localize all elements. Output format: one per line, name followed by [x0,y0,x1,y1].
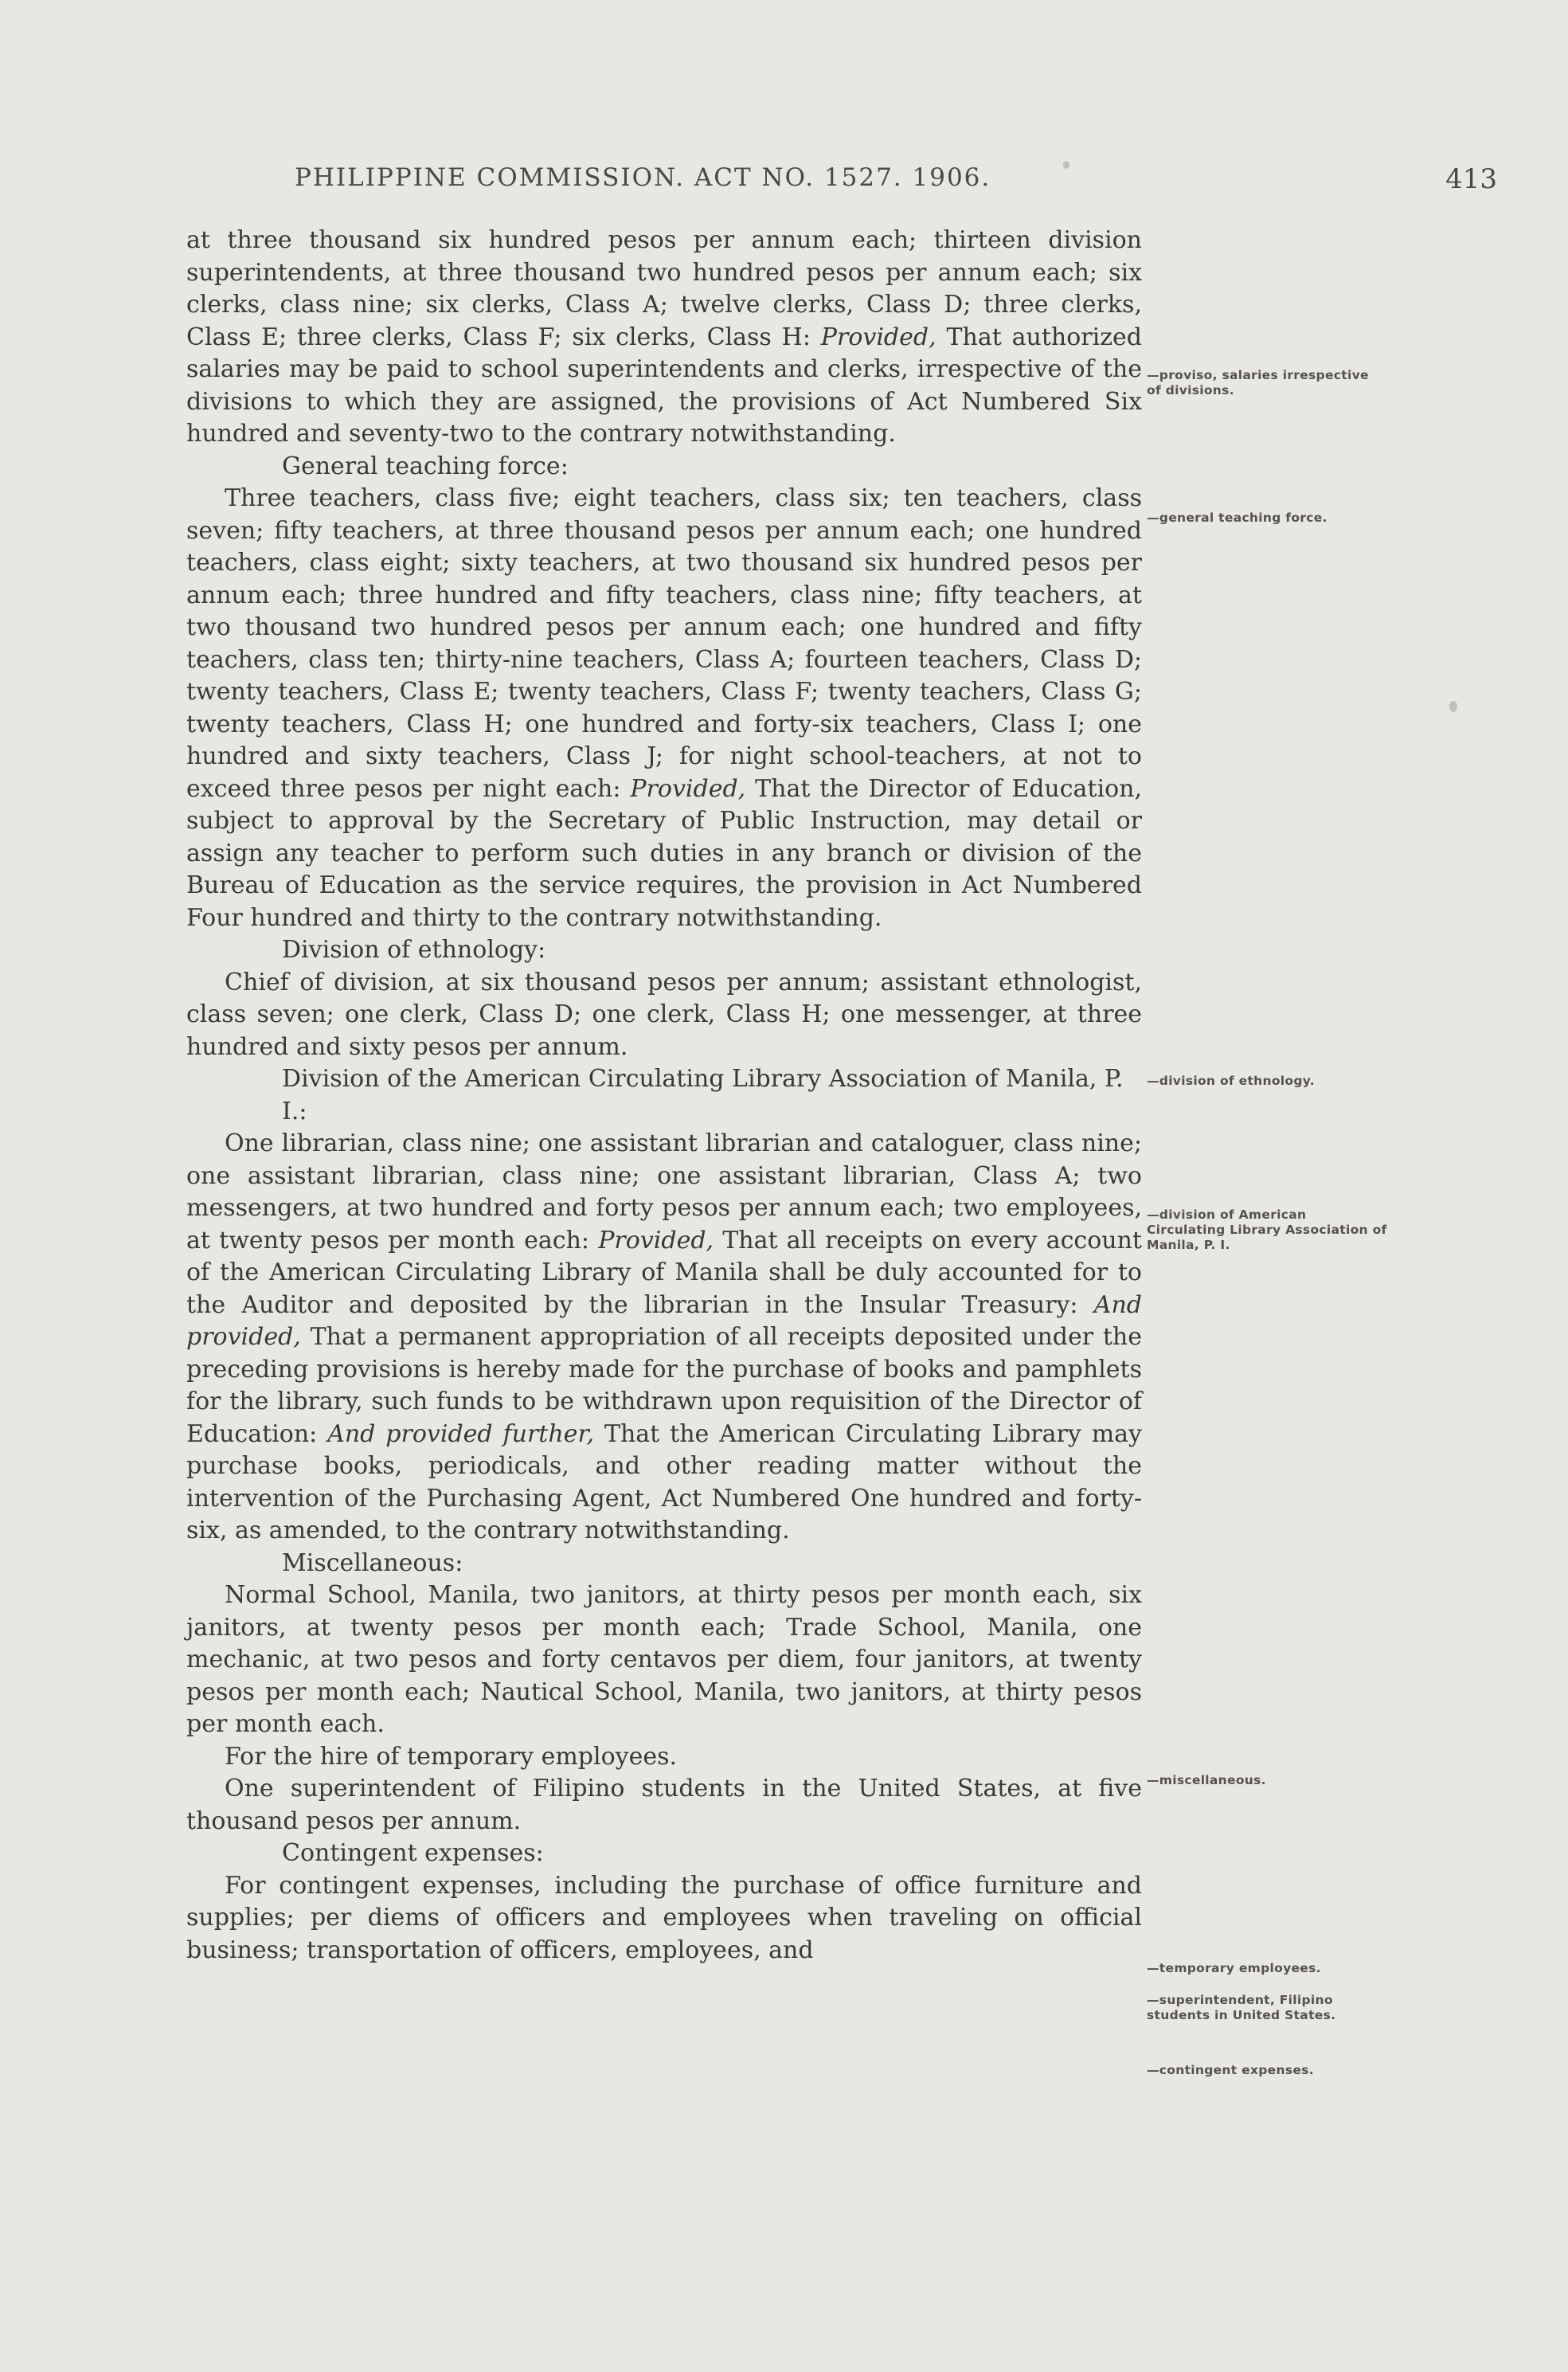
margin-note: —temporary employees. [1147,1961,1321,1975]
paragraph: Three teachers, class five; eight teachers, class six; ten teachers, class seven; fifty teachers, at three thousand pesos per annum each; one hundred teachers, class eight; sixty teachers, at two thousand six hundred pesos per annum each; three hundred and fifty teachers, class nine; fifty teachers, at two thousand two hundred pesos per annum each; one hundred and fifty teachers, class ten; thirty-nine teachers, Class A; fourteen teachers, Class D; twenty teachers, Class E; twenty teachers, Class F; twenty teachers, Class G; twenty teachers, Class H; one hundred and forty-six teachers, Class I; one hundred and sixty teachers, Class J; for night school-teachers, at not to exceed three pesos per night each: Provided, That the Director of Education, subject to approval by the Secretary of Public Instruction, may detail or assign any teacher to perform such duties in any branch or division of the Bureau of Education as the service requires, the provision in Act Numbered Four hundred and thirty to the contrary notwithstanding. [186,484,1143,932]
paragraph: at three thousand six hundred pesos per annum each; thirteen division superintendents, at three thousand two hundred pesos per annum each; six clerks, class nine; six clerks, Class A; twelve clerks, Class D; three clerks, Class E; three clerks, Class F; six clerks, Class H: Provided, That authorized salaries may be paid to school superintendents and clerks, irrespective of the divisions to which they are assigned, the provisions of Act Numbered Six hundred and seventy-two to the contrary notwithstanding. [186,226,1142,448]
paragraph: One librarian, class nine; one assistant librarian and cataloguer, class nine; one assistant librarian, class nine; one assistant librarian, Class A; two messengers, at two hundred and forty pesos per annum each; two employees, at twenty pesos per month each: Provided, That all receipts on every account of the American Circulating Library of Manila shall be duly accounted for to the Auditor and deposited by the librarian in the Insular Treasury: And provided, That a permanent appropriation of all receipts deposited under the preceding provisions is hereby made for the purchase of books and pamphlets for the library, such funds to be withdrawn upon requisition of the Director of Education: And provided further, That the American Circulating Library may purchase books, periodicals, and other reading matter without the intervention of the Purchasing Agent, Act Numbered One hundred and forty-six, as amended, to the contrary notwithstanding. [186,1129,1142,1544]
margin-note: —proviso, salaries irrespective of divisions. [1147,368,1369,397]
margin-note: —general teaching force. [1147,511,1328,525]
ink-speck [1449,701,1457,712]
section-heading: General teaching force: [282,452,569,480]
running-header [295,163,1497,203]
section-heading: Division of the American Circulating Library Association of Manila, P. I.: [282,1065,1124,1125]
paragraph: For contingent expenses, including the purchase of office furniture and supplies; per diems of officers and employees when traveling on official business; transportation of officers, employees, and [186,1871,1142,1964]
page-number: 413 [1445,163,1497,195]
margin-note: —division of American Circulating Library Association of Manila, P. I. [1147,1208,1387,1252]
paragraph: Chief of division, at six thousand pesos per annum; assistant ethnologist, class seven; one clerk, Class D; one clerk, Class H; one messenger, at three hundred and sixty pesos per annum. [186,968,1142,1061]
section-heading: Contingent expenses: [282,1839,544,1867]
margin-note: —division of ethnology. [1147,1074,1315,1088]
section-heading: Division of ethnology: [282,936,546,964]
margin-note: —superintendent, Filipino students in United States. [1147,1993,1336,2022]
body-text [186,225,1142,1967]
section-heading: Miscellaneous: [282,1548,463,1577]
header-title: PHILIPPINE COMMISSION. ACT NO. 1527. 1906. [295,163,991,192]
paragraph: Normal School, Manila, two janitors, at thirty pesos per month each, six janitors, at twenty pesos per month each; Trade School, Manila, one mechanic, at two pesos and forty centavos per diem, four janitors, at twenty pesos per month each; Nautical School, Manila, two janitors, at thirty pesos per month each. [186,1581,1142,1738]
margin-note: —miscellaneous. [1147,1773,1266,1787]
ink-speck [1063,161,1069,169]
paragraph: For the hire of temporary employees. [225,1742,678,1771]
paragraph: One superintendent of Filipino students in the United States, at five thousand pesos per annum. [186,1775,1142,1835]
margin-note: —contingent expenses. [1147,2063,1314,2077]
